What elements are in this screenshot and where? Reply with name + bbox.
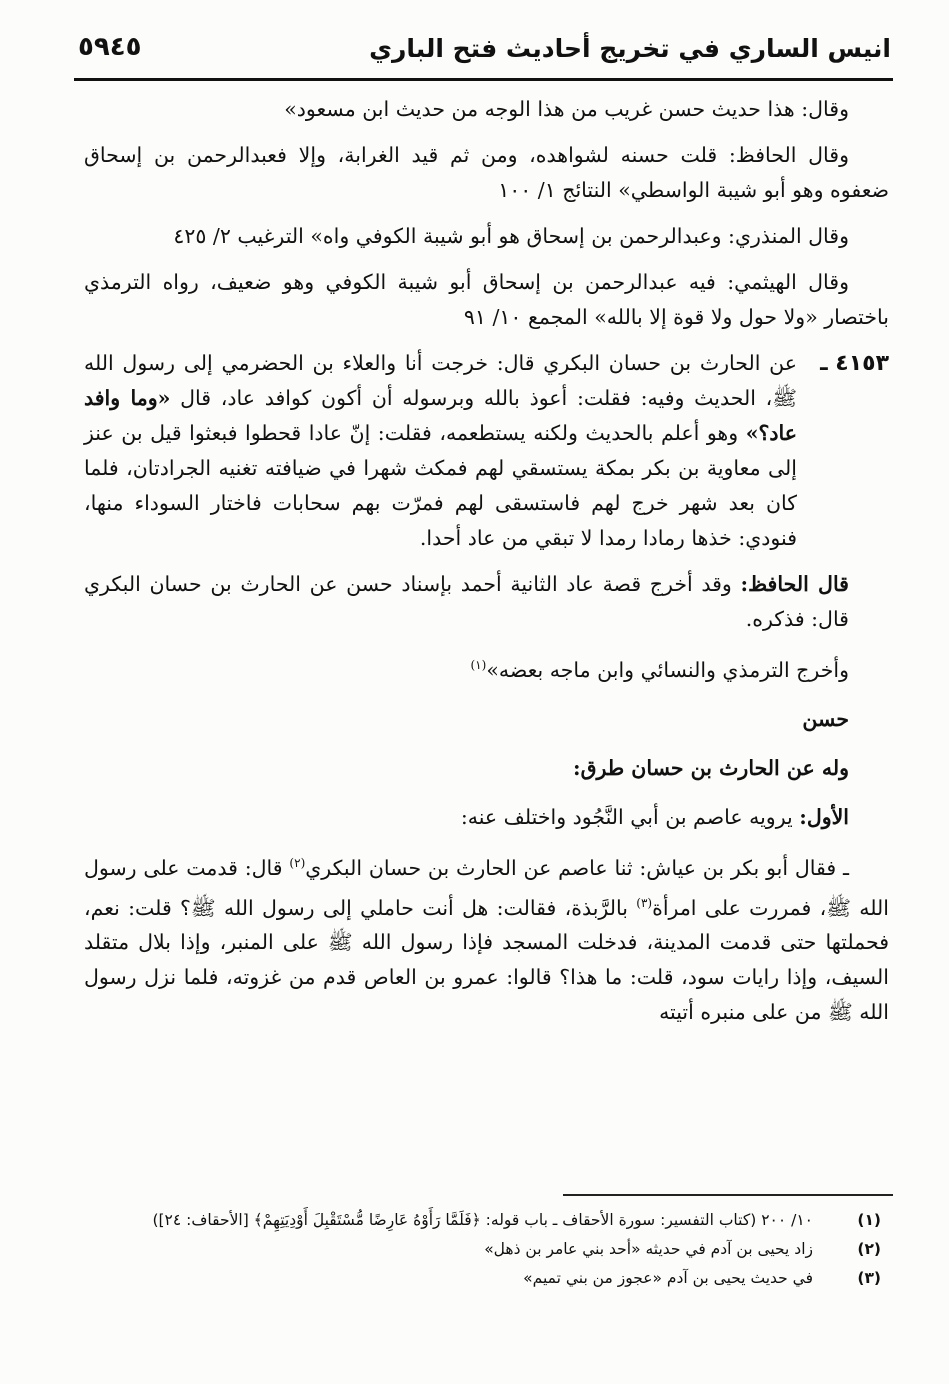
- footnote-1: [84, 1206, 889, 1235]
- paragraph-haythami: وقال الهيثمي: فيه عبدالرحمن بن إسحاق أبو شيبة الكوفي وهو ضعيف، رواه الترمذي باختصار «ولا حول ولا قوة إلا بالله» المجمع ١٠/ ٩١: [84, 270, 889, 329]
- footnote-rule: [563, 1194, 893, 1196]
- footnote-number: (١): [857, 1211, 881, 1229]
- hadith-number: ٤١٥٣ ـ: [820, 351, 889, 376]
- paragraph-hafiz-comment: وقال الحافظ: قلت حسنه لشواهده، ومن ثم قيد الغرابة، وإلا فعبدالرحمن بن إسحاق ضعفوه وهو أبو شيبة الواسطي» النتائج ١/ ١٠٠: [84, 143, 889, 202]
- header-rule: [74, 78, 893, 81]
- footnote-3: [84, 1264, 889, 1293]
- footnote-number: (٣): [857, 1269, 881, 1287]
- footnote-ref-3: (٣): [636, 895, 653, 910]
- footnote-text: في حديث يحيى بن آدم «عجوز من بني تميم»: [523, 1269, 813, 1287]
- paragraph-takhrij: [84, 648, 889, 688]
- paragraph-hafiz-note: [84, 567, 889, 637]
- hadith-text-a: عن الحارث بن حسان البكري قال: خرجت أنا والعلاء بن الحضرمي إلى رسول الله ﷺ، الحديث وفيه: فقلت: أعوذ بالله وبرسوله أن أكون كوافد عاد، قال: [84, 351, 797, 410]
- hadith-text-b: وهو أعلم بالحديث ولكنه يستطعمه، فقلت: إنّ عادا قحطوا فبعثوا قيل بن عنز إلى معاوية بن بكر بمكة يستسقي لهم فمكث شهرا في ضيافته تغنيه الجرادتان، فلما كان بعد شهر خرج لهم فاستسقى لهم فمرّت بهم سحابات فاختار السوداء منها، فنودي: خذها رمادا رمدا لا تبقي من عاد أحدا.: [84, 421, 797, 550]
- main-text: [84, 92, 889, 1041]
- hadith-entry: [84, 346, 889, 556]
- footnote-2: [84, 1235, 889, 1264]
- narration-text-a: ـ فقال أبو بكر بن عياش: ثنا عاصم عن الحارث بن حسان البكري: [305, 855, 849, 880]
- footnote-ref-2: (٢): [289, 855, 306, 870]
- footnote-number: (٢): [857, 1240, 881, 1258]
- first-route-label: الأول:: [799, 804, 849, 829]
- paragraph-tirmidhi: وقال: هذا حديث حسن غريب من هذا الوجه من حديث ابن مسعود»: [284, 97, 849, 121]
- first-route-text: يرويه عاصم بن أبي النَّجُود واختلف عنه:: [460, 804, 793, 829]
- grade-heading: حسن: [802, 706, 849, 731]
- narration-text-b: قال: قدمت على رسول الله ﷺ، فمررت على امرأة: [84, 855, 890, 920]
- hadith-quote-bold: «وما وافد عاد؟»: [84, 386, 797, 445]
- hafiz-label: قال الحافظ:: [740, 572, 849, 596]
- footnote-ref-1: (١): [470, 658, 487, 672]
- hafiz-text: وقد أخرج قصة عاد الثانية أحمد بإسناد حسن عن الحارث بن حسان البكري قال: فذكره.: [84, 572, 849, 631]
- running-header: [78, 28, 891, 76]
- turuq-heading: وله عن الحارث بن حسان طرق:: [573, 755, 849, 780]
- paragraph-mundhiri: وقال المنذري: وعبدالرحمن بن إسحاق هو أبو شيبة الكوفي واه» الترغيب ٢/ ٤٢٥: [173, 224, 849, 248]
- takhrij-text: وأخرج الترمذي والنسائي وابن ماجه بعضه»: [486, 657, 849, 682]
- footnote-text: ١٠/ ٢٠٠ (كتاب التفسير: سورة الأحقاف ـ باب قوله: ﴿فَلَمَّا رَأَوْهُ عَارِضًا مُّسْتَقْبِلَ أَوْدِيَتِهِمْ﴾ [الأحقاف: ٢٤]): [152, 1211, 813, 1229]
- page-number: ٥٩٤٥: [78, 32, 142, 62]
- book-title: انيس الساري في تخريج أحاديث فتح الباري: [369, 34, 891, 63]
- paragraph-abu-bakr-narration: [84, 846, 889, 1031]
- footnotes: [84, 1206, 889, 1293]
- paragraph-first-route: [84, 800, 889, 835]
- footnote-text: زاد يحيى بن آدم في حديثه «أحد بني عامر بن ذهل»: [484, 1240, 813, 1258]
- narration-text-c: بالرَّبذة، فقالت: هل أنت حاملي إلى رسول الله ﷺ؟ قلت: نعم، فحملتها حتى قدمت المدينة، فدخلت المسجد فإذا رسول الله ﷺ على المنبر، وإذا بلال متقلد السيف، وإذا رايات سود، قلت: ما هذا؟ قالوا: عمرو بن العاص قدم من غزوته، فلما نزل رسول الله ﷺ من على منبره أتيته: [84, 895, 889, 1025]
